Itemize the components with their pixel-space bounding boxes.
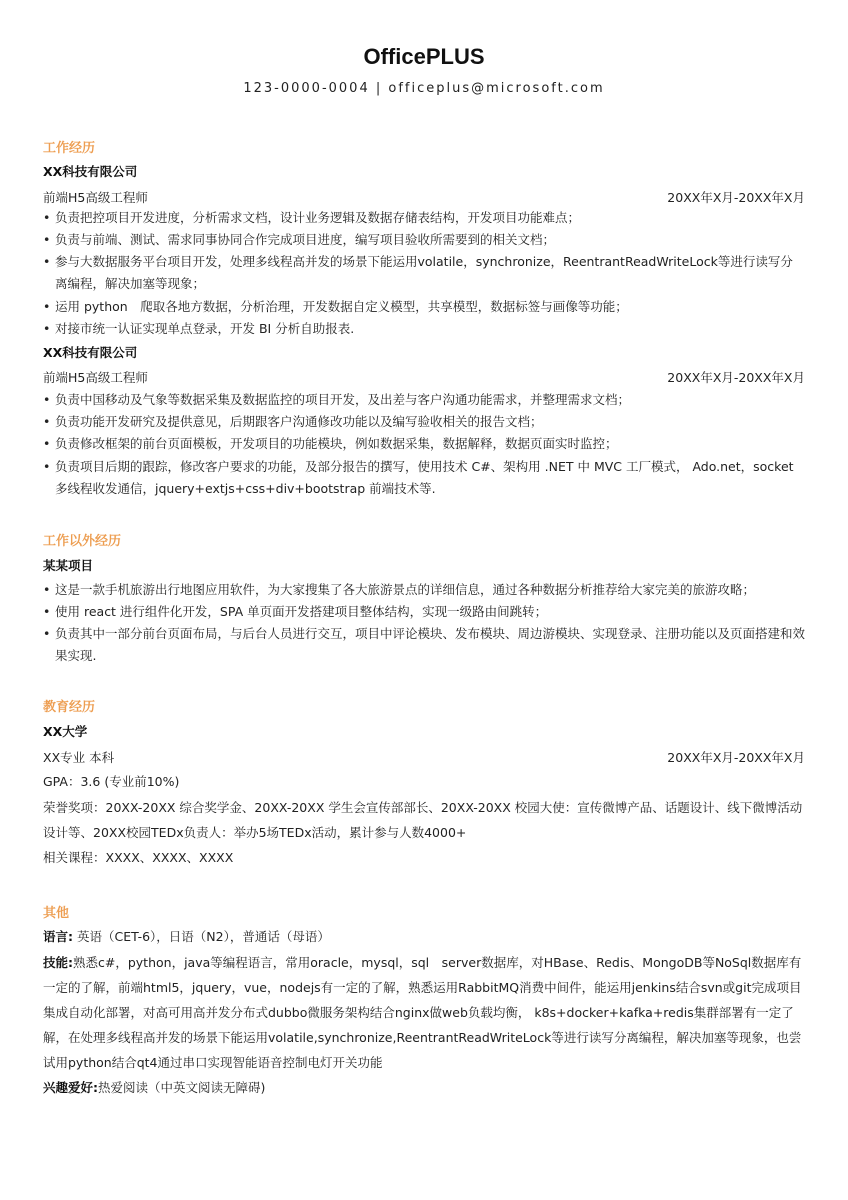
list-item: • 这是一款手机旅游出行地图应用软件，为大家搜集了各大旅游景点的详细信息，通过各种数据分析推荐给大家完美的旅游攻略； (43, 582, 756, 597)
job-role: 前端H5高级工程师 (43, 370, 148, 385)
candidate-name: OfficePLUS (363, 44, 485, 69)
skills-value: 熟悉c#，python，java等编程语言，常用oracle，mysql，sql server数据库，对HBase、Redis、MongoDB等NoSql数据库有一定的了解，前端html5，jquery，vue，nodejs有一定的了解，熟悉运用RabbitMQ消费中间件，能运用jenkins结合svn或git完成项目集成自动化部署，对高可用高并发分布式dubbo微服务架构结合nginx做web负载均衡， k8s+docker+kafka+redis集群部署有一定了解，在处理多线程高并发的场景下能运用volatile,synchronize,ReentrantReadWriteLock等进行读写分离编程，解决加塞等现象，也尝试用python结合qt4通过串口实现智能语音控制电灯开关功能 (43, 955, 802, 1070)
list-item: • 负责项目后期的跟踪，修改客户要求的功能，及部分报告的撰写，使用技术 C#、架构用 .NET 中 MVC 工厂模式， Ado.net，socket 多线程收发通信，jquery+extjs+css+div+bootstrap 前端技术等. (43, 459, 794, 496)
company-name: XX科技有限公司 (43, 164, 138, 179)
contact-line: 123-0000-0004 | officeplus@microsoft.com (243, 81, 605, 96)
school-name: XX大学 (43, 724, 88, 739)
education-honors: 荣誉奖项：20XX-20XX 综合奖学金、20XX-20XX 学生会宣传部部长、20XX-20XX 校园大使：宣传微博产品、话题设计、线下微博活动设计等、20XX校园TEDx负责人：举办5场TEDx活动，累计参与人数4000+ (43, 800, 803, 840)
education-courses: 相关课程：XXXX、XXXX、XXXX (43, 850, 234, 865)
skills-label: 技能: (43, 955, 73, 970)
education-period: 20XX年X月-20XX年X月 (667, 750, 805, 765)
list-item: • 负责功能开发研究及提供意见，后期跟客户沟通修改功能以及编写验收相关的报告文档； (43, 414, 543, 429)
job-role-row (43, 188, 805, 206)
section-title-other-experience: 工作以外经历 (43, 534, 122, 549)
list-item: • 对接市统一认证实现单点登录，开发 BI 分析自助报表. (43, 321, 355, 336)
list-item: • 负责与前端、测试、需求同事协同合作完成项目进度，编写项目验收所需要到的相关文档； (43, 232, 556, 247)
job-period: 20XX年X月-20XX年X月 (667, 190, 805, 205)
list-item: • 参与大数据服务平台项目开发，处理多线程高并发的场景下能运用volatile，synchronize，ReentrantReadWriteLock等进行读写分离编程，解决加塞等现象； (43, 254, 793, 291)
language-label: 语言: (43, 929, 73, 944)
section-title-education: 教育经历 (43, 700, 96, 715)
list-item: • 使用 react 进行组件化开发，SPA 单页面开发搭建项目整体结构，实现一级路由间跳转； (43, 604, 548, 619)
list-item: • 负责把控项目开发进度，分析需求文档，设计业务逻辑及数据存储表结构，开发项目功能难点； (43, 210, 581, 225)
language-value: 英语（CET-6），日语（N2），普通话（母语） (76, 929, 330, 944)
job-role-row (43, 368, 805, 386)
job-role: 前端H5高级工程师 (43, 190, 148, 205)
hobby-label: 兴趣爱好: (43, 1080, 98, 1095)
hobby-line (43, 1075, 805, 1100)
section-title-work: 工作经历 (43, 141, 96, 156)
project-name: 某某项目 (43, 558, 94, 573)
language-line (43, 924, 805, 949)
company-name: XX科技有限公司 (43, 345, 138, 360)
list-item: • 运用 python 爬取各地方数据，分析治理，开发数据自定义模型，共享模型，数据标签与画像等功能； (43, 299, 628, 314)
education-major: XX专业 本科 (43, 750, 115, 765)
education-row (43, 748, 805, 766)
section-title-misc: 其他 (43, 906, 70, 921)
list-item: • 负责修改框架的前台页面模板，开发项目的功能模块，例如数据采集，数据解释，数据页面实时监控； (43, 436, 618, 451)
list-item: • 负责中国移动及气象等数据采集及数据监控的项目开发，及出差与客户沟通功能需求，并整理需求文档； (43, 392, 631, 407)
education-gpa: GPA：3.6 (专业前10%) (43, 774, 180, 789)
skills-paragraph (43, 950, 805, 1075)
job-period: 20XX年X月-20XX年X月 (667, 370, 805, 385)
hobby-value: 热爱阅读（中英文阅读无障碍) (98, 1080, 266, 1095)
list-item: • 负责其中一部分前台页面布局，与后台人员进行交互，项目中评论模块、发布模块、周边游模块、实现登录、注册功能以及页面搭建和效果实现. (43, 626, 806, 663)
